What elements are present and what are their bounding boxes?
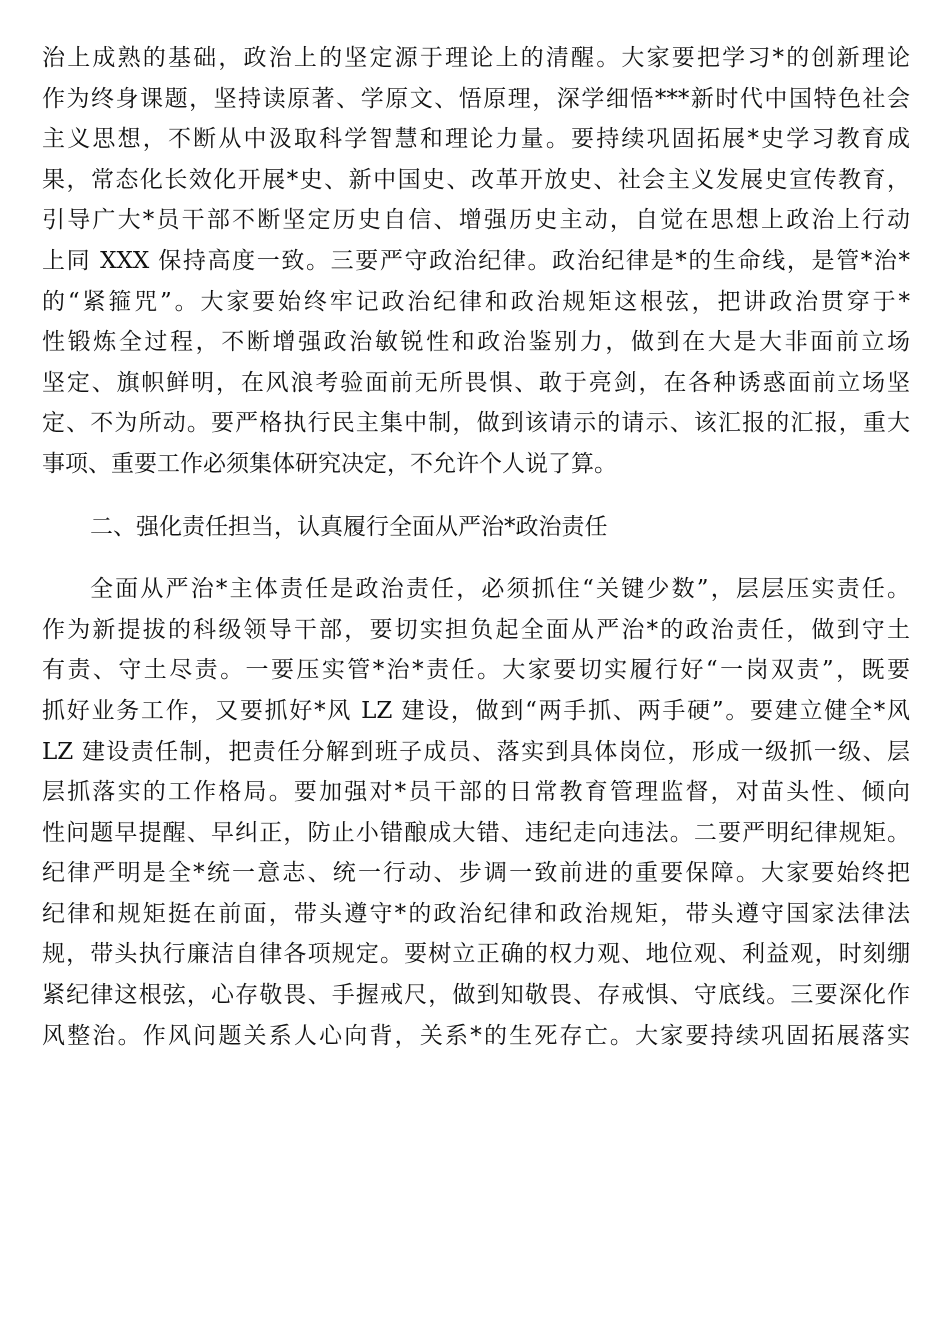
section-heading: 二、强化责任担当，认真履行全面从严治*政治责任 xyxy=(90,513,608,540)
paragraph-line: 性锻炼全过程，不断增强政治敏锐性和政治鉴别力，做到在大是大非面前立场 xyxy=(42,329,910,356)
paragraph-line: 主义思想，不断从中汲取科学智慧和理论力量。要持续巩固拓展*史学习教育成 xyxy=(42,126,910,153)
paragraph-line: 上同 XXX 保持高度一致。三要严守政治纪律。政治纪律是*的生命线，是管*治* xyxy=(42,247,910,274)
paragraph-line: 作为终身课题，坚持读原著、学原文、悟原理，深学细悟***新时代中国特色社会 xyxy=(42,85,910,112)
paragraph-line: 坚定、旗帜鲜明，在风浪考验面前无所畏惧、敢于亮剑，在各种诱惑面前立场坚 xyxy=(42,369,910,396)
paragraph-line: 抓好业务工作，又要抓好*风 LZ 建设，做到“两手抓、两手硬”。要建立健全*风 xyxy=(42,697,910,724)
paragraph-line: 引导广大*员干部不断坚定历史自信、增强历史主动，自觉在思想上政治上行动 xyxy=(42,207,910,234)
paragraph-line: 紧纪律这根弦，心存敬畏、手握戒尺，做到知敬畏、存戒惧、守底线。三要深化作 xyxy=(42,982,910,1009)
paragraph-line: 性问题早提醒、早纠正，防止小错酿成大错、违纪走向违法。二要严明纪律规矩。 xyxy=(42,819,910,846)
paragraph-line: 层抓落实的工作格局。要加强对*员干部的日常教育管理监督，对苗头性、倾向 xyxy=(42,779,910,806)
paragraph-responsibility xyxy=(42,569,910,1056)
paragraph-line: 全面从严治*主体责任是政治责任，必须抓住“关键少数”，层层压实责任。 xyxy=(90,576,910,603)
paragraph-line: 风整治。作风问题关系人心向背，关系*的生死存亡。大家要持续巩固拓展落实 xyxy=(42,1022,910,1049)
paragraph-line: 作为新提拔的科级领导干部，要切实担负起全面从严治*的政治责任，做到守土 xyxy=(42,616,910,643)
paragraph-party-discipline xyxy=(42,38,910,485)
paragraph-line: 定、不为所动。要严格执行民主集中制，做到该请示的请示、该汇报的汇报，重大 xyxy=(42,410,910,437)
paragraph-line: 事项、重要工作必须集体研究决定，不允许个人说了算。 xyxy=(42,450,617,477)
paragraph-line: 规，带头执行廉洁自律各项规定。要树立正确的权力观、地位观、利益观，时刻绷 xyxy=(42,941,910,968)
paragraph-line: 纪律严明是全*统一意志、统一行动、步调一致前进的重要保障。大家要始终把 xyxy=(42,860,910,887)
paragraph-line: 的“紧箍咒”。大家要始终牢记政治纪律和政治规矩这根弦，把讲政治贯穿于* xyxy=(42,288,910,315)
paragraph-line: 治上成熟的基础，政治上的坚定源于理论上的清醒。大家要把学习*的创新理论 xyxy=(42,45,910,71)
paragraph-line: 果，常态化长效化开展*史、新中国史、改革开放史、社会主义发展史宣传教育， xyxy=(42,166,910,193)
paragraph-line: LZ 建设责任制，把责任分解到班子成员、落实到具体岗位，形成一级抓一级、层 xyxy=(42,738,910,765)
paragraph-line: 有责、守土尽责。一要压实管*治*责任。大家要切实履行好“一岗双责”，既要 xyxy=(42,657,910,684)
paragraph-line: 纪律和规矩挺在前面，带头遵守*的政治纪律和政治规矩，带头遵守国家法律法 xyxy=(42,900,910,927)
